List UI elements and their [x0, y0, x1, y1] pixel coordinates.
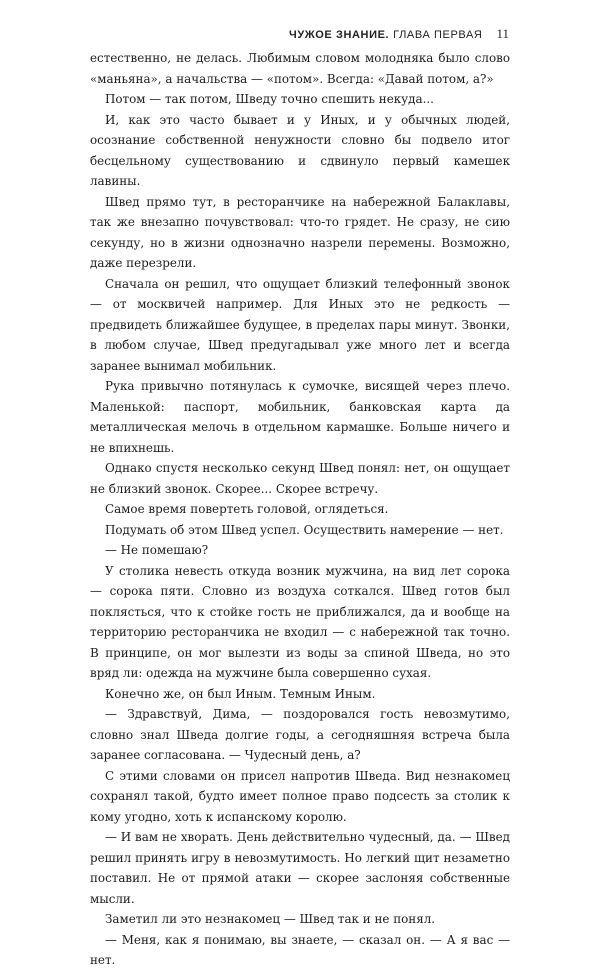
paragraph: С этими словами он присел напротив Шведа. Вид незнакомец сохранял такой, будто имеет полное право подсесть за столик к кому угодно, хоть к испанскому королю.	[90, 768, 510, 824]
chapter-title: ГЛАВА ПЕРВАЯ	[393, 29, 483, 41]
paragraph: Сначала он решил, что ощущает близкий телефонный звонок — от москвичей например. Для Иных это не редкость — предвидеть ближайшее будущее, в пределах пары минут. Звонки, в любом случае, Швед предугадывал уже много лет и всегда заранее вынимал мобильник.	[90, 276, 510, 373]
paragraph: Заметил ли это незнакомец — Швед так и не понял.	[105, 912, 436, 926]
paragraph: — И вам не хворать. День действительно чудесный, да. — Швед решил принять игру в невозмутимость. Но легкий щит незаметно поставил. Не от прямой атаки — скорее заслоняя собственные мысли.	[90, 830, 510, 906]
paragraph: Однако спустя несколько секунд Швед понял: нет, он ощущает не близкий звонок. Скорее... Скорее встречу.	[90, 461, 510, 496]
paragraph: У столика невесть откуда возник мужчина, на вид лет сорока — сорока пяти. Словно из воздуха соткался. Швед готов был поклясться, что к стойке гость не приближался, да и вообще на территорию ресторанчика не входил — с набережной так точно. В принципе, он мог вылезти из воды за спиной Шведа, но это вряд ли: одежда на мужчине была совершенно сухая.	[90, 563, 510, 680]
paragraph: — Не помешаю?	[105, 543, 209, 557]
paragraph: — Здравствуй, Дима, — поздоровался гость невозмутимо, словно знал Шведа долгие годы, а сегодняшняя встреча была заранее согласована. — Чудесный день, а?	[90, 707, 510, 762]
paragraph: Швед прямо тут, в ресторанчике на набережной Балаклавы, так же внезапно почувствовал: что-то грядет. Не сразу, не сию секунду, но в жизни однозначно назрели перемены. Возможно, даже перезрели.	[90, 194, 510, 270]
paragraph: — Меня, как я понимаю, вы знаете, — сказал он. — А я вас — нет.	[90, 932, 510, 967]
book-title: ЧУЖОЕ ЗНАНИЕ.	[289, 29, 390, 41]
body-text	[90, 48, 510, 971]
page-number: 11	[496, 26, 509, 41]
paragraph: естественно, не делась. Любимым словом молодняка было слово «маньяна», а начальства — «потом». Всегда: «Давай потом, а?»	[90, 51, 510, 86]
paragraph: Потом — так потом, Шведу точно спешить некуда...	[105, 92, 434, 106]
paragraph: И, как это часто бывает и у Иных, и у обычных людей, осознание собственной ненужности словно бы подвело итог бесцельному существованию и сдвинуло первый камешек лавины.	[90, 112, 510, 188]
running-head	[289, 26, 509, 42]
paragraph: Самое время повертеть головой, оглядеться.	[105, 502, 389, 516]
paragraph: Подумать об этом Швед успел. Осуществить намерение — нет.	[105, 522, 504, 537]
paragraph: Рука привычно потянулась к сумочке, висящей через плечо. Маленькой: паспорт, мобильник, банковская карта да металлическая мелочь в отдельном кармашке. Больше ничего и не впихнешь.	[90, 379, 510, 455]
paragraph: Конечно же, он был Иным. Темным Иным.	[105, 686, 376, 701]
